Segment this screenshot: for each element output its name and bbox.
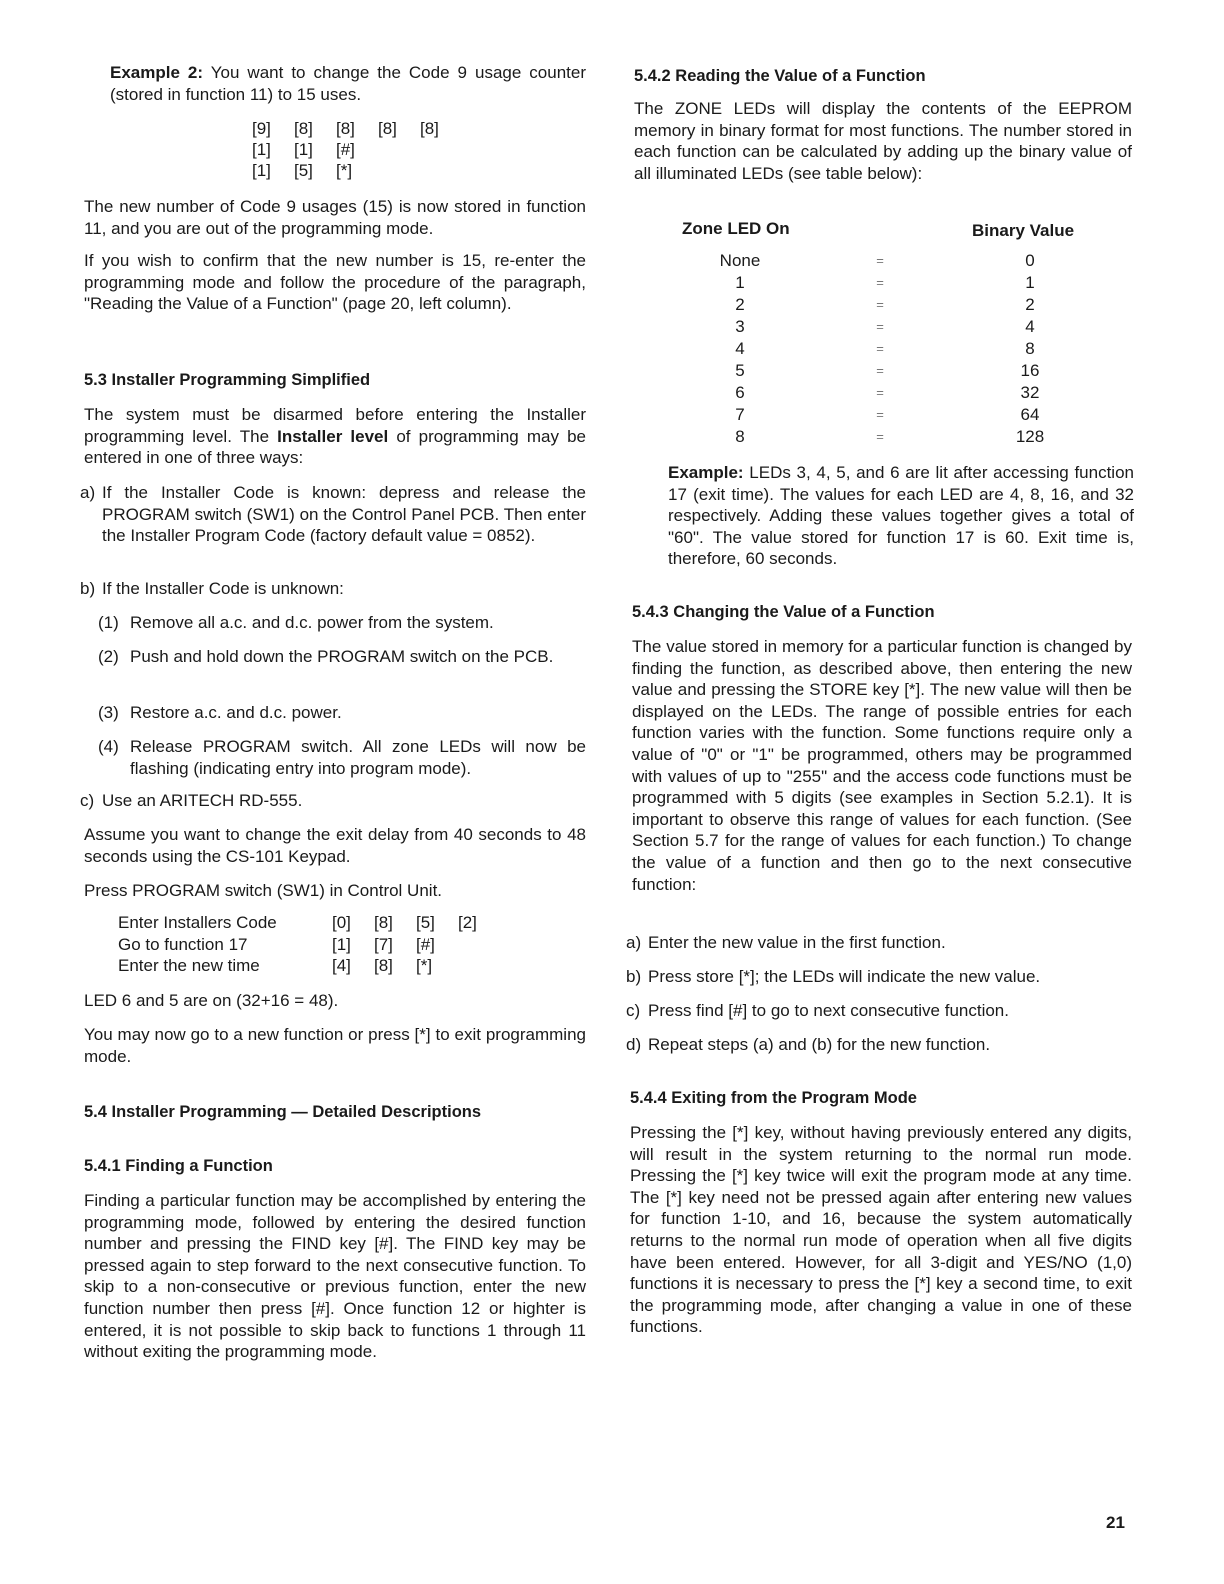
equals-cell: = [876,429,884,444]
sub-item-4 [98,736,586,779]
zone-cell: 1 [735,273,745,292]
value-cell: 32 [1020,383,1040,402]
section-5-3-intro [84,404,586,469]
key: [#] [336,140,355,159]
section-5-4-2-text: The ZONE LEDs will display the contents of the EEPROM memory in binary format for most functions. The number stored in each function can be calculated by adding up the binary value of all illuminated LEDs (see table below): [634,99,1132,183]
value-cell: 0 [1025,251,1035,270]
list-item-c [80,790,586,812]
step-label: c) [626,1001,641,1020]
list-text: If the Installer Code is known: depress and release the PROGRAM switch (SW1) on the Control Panel PCB. Then enter the Installer Program Code (factory default value = 0852). [102,483,586,546]
table-header-zone-led: Zone LED On [682,219,790,238]
key: [8] [374,956,393,975]
section-5-4-3-heading: 5.4.3 Changing the Value of a Function [632,603,935,621]
section-5-4-1-text: Finding a particular function may be accomplished by entering the programming mode, followed by entering the desired function number and pressing the FIND key [#]. The FIND key may be pressed again to step forward to the next consecutive function. To skip to a non-consecutive or previous function, enter the new function number then press [#]. Once function 12 or highter is entered, it is not possible to skip back to functions 1 through 11 without exiting the programming mode. [84,1191,586,1362]
step-label: Enter Installers Code [118,913,277,932]
key: [2] [458,913,477,932]
zone-cell: 6 [735,383,745,402]
step-text: Press find [#] to go to next consecutive function. [648,1001,1009,1020]
key-row [252,139,462,160]
list-text: If the Installer Code is unknown: [102,579,344,598]
section-5-4-4-heading: 5.4.4 Exiting from the Program Mode [630,1089,917,1107]
value-cell: 1 [1025,273,1035,292]
table-row [630,426,1132,448]
sub-item-1 [98,612,586,634]
key: [*] [336,161,353,180]
key: [1] [252,161,271,180]
key: [5] [294,161,313,180]
press-program-paragraph: Press PROGRAM switch (SW1) in Control Unit. [84,881,443,900]
step-text: Repeat steps (a) and (b) for the new function. [648,1035,991,1054]
intro-text: of programming may be entered in one of three ways: [84,426,586,468]
programming-step-row [118,912,500,934]
example-2-key-sequence [252,118,462,181]
step-label: Enter the new time [118,956,260,975]
table-row [630,250,1132,272]
key: [0] [332,913,351,932]
table-row [630,316,1132,338]
key: [8] [374,913,393,932]
example-text: LEDs 3, 4, 5, and 6 are lit after accessing function 17 (exit time). The values for each LED are 4, 8, 16, and 32 respectively. Adding these values together gives a total of "60". The value stored for function 17 is 60. Exit time is, therefore, 60 seconds. [668,463,1134,569]
list-text: Use an ARITECH RD-555. [102,791,303,810]
step-label: a) [626,933,642,952]
list-label: a) [80,483,96,502]
programming-steps-table [118,912,500,977]
list-label: b) [80,579,96,598]
key: [7] [374,934,393,954]
list-label: c) [80,791,95,810]
equals-cell: = [876,341,884,356]
confirm-paragraph: If you wish to confirm that the new number is 15, re-enter the programming mode and follow the procedure of the paragraph, "Reading the Value of a Function" (page 20, left column). [84,251,586,314]
step-label: b) [626,967,642,986]
table-row [630,338,1132,360]
step-a [626,932,1132,954]
programming-step-row [118,955,500,977]
sub-text: Restore a.c. and d.c. power. [130,703,342,722]
table-row [630,382,1132,404]
key: [1] [332,934,351,954]
example-2-text: You want to change the Code 9 usage counter (stored in function 11) to 15 uses. [110,63,587,104]
zone-cell: 8 [735,427,745,446]
key: [1] [252,140,271,159]
equals-cell: = [876,275,884,290]
intro-text: The system must be disarmed before entering the Installer programming level. The [84,405,586,446]
table-row [630,272,1132,294]
key-row [252,118,462,139]
example-2-label: Example 2: [110,63,204,82]
value-cell: 4 [1025,317,1035,336]
sub-label: (3) [98,703,119,722]
step-label: d) [626,1035,642,1054]
sub-item-3 [98,702,586,724]
key: [*] [416,956,433,975]
sub-text: Push and hold down the PROGRAM switch on the PCB. [130,647,554,666]
section-5-4-1-heading: 5.4.1 Finding a Function [84,1157,273,1175]
assume-paragraph: Assume you want to change the exit delay from 40 seconds to 48 seconds using the CS-101 Keypad. [84,825,586,866]
table-row [630,360,1132,382]
step-text: Press store [*]; the LEDs will indicate the new value. [648,967,1041,986]
exit-paragraph: You may now go to a new function or press [*] to exit programming mode. [84,1025,586,1066]
key: [8] [294,119,313,138]
value-cell: 128 [1015,427,1045,446]
key: [#] [416,934,435,954]
table-row [630,294,1132,316]
zone-cell: None [719,251,761,270]
sub-item-2 [98,646,586,668]
zone-cell: 3 [735,317,745,336]
zone-cell: 4 [735,339,745,358]
step-text: Enter the new value in the first function. [648,933,946,952]
equals-cell: = [876,363,884,378]
section-5-4-3-text: The value stored in memory for a particular function is changed by finding the function, as described above, then entering the new value and pressing the STORE key [*]. The new value will then be displayed on the LEDs. The range of possible entries for each function varies with the function. Some functions require only a value of "0" or "1" be programmed, others may be programmed with values of up to "255" and the access code functions must be programmed with 5 digits (see examples in Section 5.2.1). It is important to observe this range of values for each function. (See Section 5.7 for the range of values for each function.) To change the value of a function and then go to the next consecutive function: [632,637,1132,894]
zone-cell: 5 [735,361,745,380]
page-number: 21 [1106,1513,1125,1532]
equals-cell: = [876,319,884,334]
led-result-paragraph: LED 6 and 5 are on (32+16 = 48). [84,991,339,1010]
section-5-4-2-heading: 5.4.2 Reading the Value of a Function [634,67,926,85]
zone-cell: 2 [735,295,745,314]
section-5-3-heading: 5.3 Installer Programming Simplified [84,371,371,389]
sub-text: Remove all a.c. and d.c. power from the system. [130,613,494,632]
value-cell: 16 [1020,361,1040,380]
step-c [626,1000,1132,1022]
key: [5] [416,913,435,932]
table-header-binary-value: Binary Value [972,221,1075,240]
key: [8] [378,119,397,138]
sub-text: Release PROGRAM switch. All zone LEDs will now be flashing (indicating entry into program mode). [130,737,586,778]
sub-label: (2) [98,647,119,666]
step-label: Go to function 17 [118,934,248,954]
sub-label: (1) [98,613,119,632]
list-item-b [80,578,586,600]
key-row [252,160,462,181]
key: [1] [294,140,313,159]
step-b [626,966,1132,988]
value-cell: 8 [1025,339,1035,358]
zone-cell: 7 [735,405,745,424]
key: [4] [332,956,351,975]
key: [8] [336,119,355,138]
equals-cell: = [876,253,884,268]
equals-cell: = [876,407,884,422]
example-label: Example: [668,463,744,482]
equals-cell: = [876,385,884,400]
list-item-a [80,482,586,547]
new-number-paragraph: The new number of Code 9 usages (15) is now stored in function 11, and you are out of the programming mode. [84,197,586,238]
equals-cell: = [876,297,884,312]
installer-level-bold: Installer level [277,426,389,446]
table-row [630,404,1132,426]
value-cell: 2 [1025,295,1035,314]
step-d [626,1034,1132,1056]
key: [9] [252,119,271,138]
section-5-4-4-text: Pressing the [*] key, without having previously entered any digits, will result in the system returning to the normal run mode. Pressing the [*] key twice will exit the program mode at any time. The [*] key need not be pressed again after entering new values for function 1-10, and 16, because the system automatically returns to the normal run mode of operation when all five digits have been entered. However, for all 3-digit and YES/NO (1,0) functions it is necessary to press the [*] key a second time, to exit the programming mode, after changing a value in one of these functions. [630,1123,1132,1337]
key: [8] [420,119,439,138]
example-paragraph [668,462,1134,570]
section-5-4-heading: 5.4 Installer Programming — Detailed Descriptions [84,1103,482,1121]
sub-label: (4) [98,737,119,756]
value-cell: 64 [1020,405,1040,424]
programming-step-row [118,934,500,956]
example-2-paragraph [110,62,586,105]
